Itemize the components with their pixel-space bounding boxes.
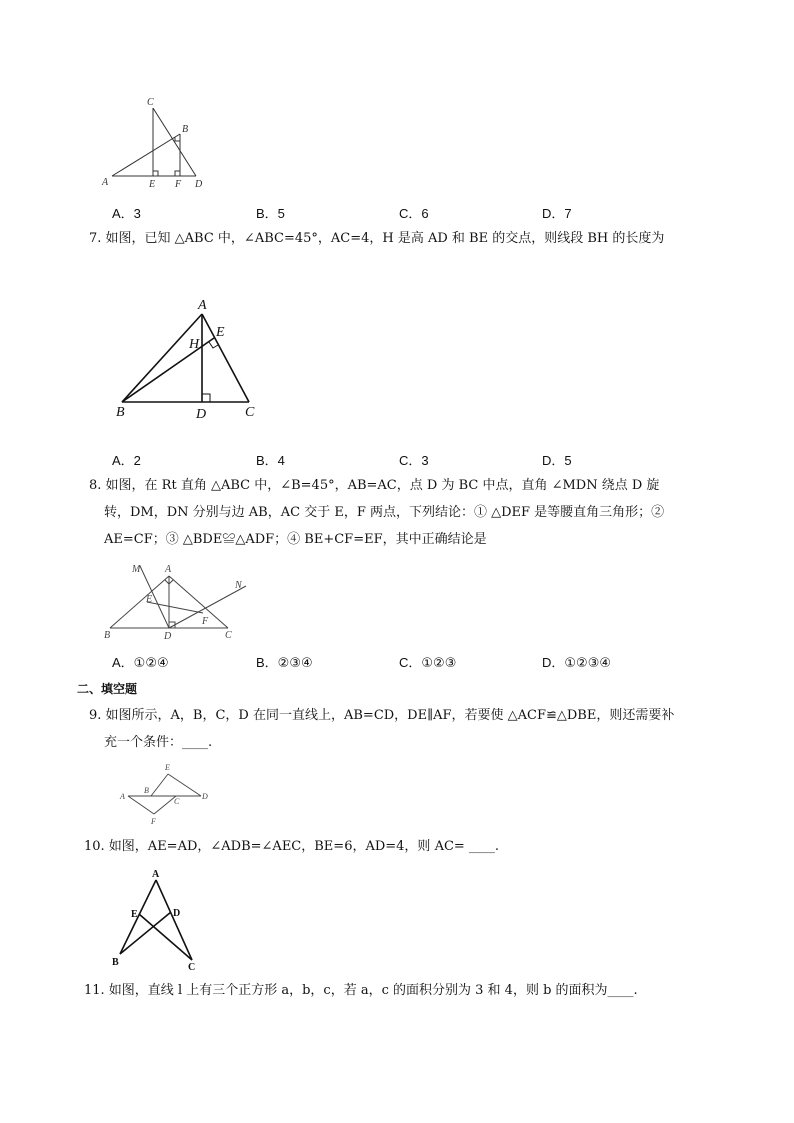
- section-title-fill-in: 二、填空题: [77, 682, 138, 696]
- q6-label-C: C: [147, 97, 154, 108]
- q7-option-b: B．4: [256, 453, 285, 468]
- q7-option-c: C．3: [399, 453, 429, 468]
- q7-figure: [112, 294, 272, 422]
- q6-label-A: A: [102, 177, 109, 188]
- q9-line-BE: [151, 774, 168, 796]
- q8-label-N: N: [235, 580, 242, 591]
- q8-stem-line1: 8. 如图，在 Rt 直角 △ABC 中，∠B=45°，AB=AC，点 D 为 BC 中点，直角 ∠MDN 绕点 D 旋: [89, 478, 660, 493]
- q6-line-CD: [153, 108, 196, 176]
- q7-option-a: A．2: [112, 453, 141, 468]
- q9-label-C: C: [174, 797, 180, 806]
- q8-label-B: B: [104, 630, 111, 641]
- q7-line-BA: [122, 314, 202, 402]
- q7-right-angle-D: [202, 394, 210, 402]
- q8-option-d: D．①②③④: [542, 655, 612, 670]
- q8-option-c: C．①②③: [399, 655, 457, 670]
- q10-line-BD: [120, 912, 171, 954]
- q8-label-A: A: [165, 564, 172, 575]
- q10-label-E: E: [131, 909, 138, 920]
- q10-label-B: B: [112, 957, 119, 968]
- q11-stem: 11. 如图，直线 l 上有三个正方形 a，b，c，若 a，c 的面积分别为 3 和 4，则 b 的面积为____.: [84, 983, 638, 998]
- q6-option-d: D．7: [542, 206, 572, 221]
- q7-label-E: E: [216, 325, 225, 340]
- q7-label-A: A: [198, 298, 207, 313]
- q9-label-F: F: [151, 817, 156, 826]
- q7-option-d: D．5: [542, 453, 572, 468]
- q7-line-AC: [202, 314, 249, 402]
- q8-option-b: B．②③④: [256, 655, 313, 670]
- q8-stem-line2: 转，DM，DN 分别与边 AB，AC 交于 E，F 两点，下列结论：① △DEF 是等腰直角三角形；②: [104, 505, 665, 520]
- q6-figure: [98, 94, 210, 190]
- q6-option-c: C．6: [399, 206, 429, 221]
- q8-line-EF: [147, 602, 203, 613]
- q10-label-D: D: [173, 908, 181, 919]
- q10-line-AB: [120, 880, 156, 954]
- q6-option-b: B．5: [256, 206, 285, 221]
- q6-option-a: A．3: [112, 206, 141, 221]
- q10-figure: [106, 866, 202, 972]
- q10-label-A: A: [152, 869, 160, 880]
- q7-label-H: H: [189, 337, 200, 352]
- q10-stem: 10. 如图，AE=AD，∠ADB=∠AEC，BE=6，AD=4，则 AC= ____.: [84, 839, 500, 854]
- q9-line-FC: [154, 796, 176, 814]
- q6-label-D: D: [195, 179, 203, 190]
- q8-figure: [100, 558, 260, 644]
- q6-line-AB: [112, 134, 180, 176]
- q6-label-B: B: [182, 124, 189, 135]
- q6-label-F: F: [175, 179, 182, 190]
- q8-option-a: A．①②④: [112, 655, 169, 670]
- q9-label-B: B: [144, 786, 149, 795]
- q8-label-C: C: [225, 630, 232, 641]
- q6-right-angle-F: [175, 171, 180, 176]
- q8-label-F: F: [202, 616, 209, 627]
- q9-line-AF: [128, 796, 154, 814]
- q8-ray-DM: [140, 566, 169, 628]
- q8-label-D: D: [164, 631, 172, 642]
- q7-stem: 7. 如图，已知 △ABC 中，∠ABC=45°，AC=4，H 是高 AD 和 BE 的交点，则线段 BH 的长度为: [89, 231, 665, 246]
- q6-right-angle-B: [175, 137, 180, 141]
- q7-label-D: D: [196, 407, 207, 422]
- q7-altitude-BE: [122, 338, 214, 402]
- q9-stem-line1: 9. 如图所示，A，B，C，D 在同一直线上，AB=CD，DE∥AF，若要使 △ACF≌△DBE，则还需要补: [89, 708, 675, 723]
- q9-label-D: D: [202, 792, 208, 801]
- q9-label-A: A: [120, 792, 125, 801]
- q7-label-C: C: [245, 405, 255, 420]
- q10-line-EC: [139, 914, 192, 960]
- q9-figure: [114, 760, 214, 828]
- q8-label-E: E: [146, 594, 153, 605]
- q7-label-B: B: [116, 405, 125, 420]
- q10-label-C: C: [188, 962, 196, 972]
- q6-right-angle-E: [153, 171, 158, 176]
- q6-label-E: E: [149, 179, 156, 190]
- q8-stem-line3: AE=CF；③ △BDE≌△ADF；④ BE+CF=EF，其中正确结论是: [104, 532, 487, 547]
- q8-line-AB: [110, 576, 169, 628]
- q9-stem-line2: 充一个条件：____.: [104, 735, 213, 750]
- q9-label-E: E: [165, 763, 170, 772]
- q8-label-M: M: [132, 564, 141, 575]
- q8-line-AC: [169, 576, 228, 628]
- q9-line-ED: [168, 774, 201, 796]
